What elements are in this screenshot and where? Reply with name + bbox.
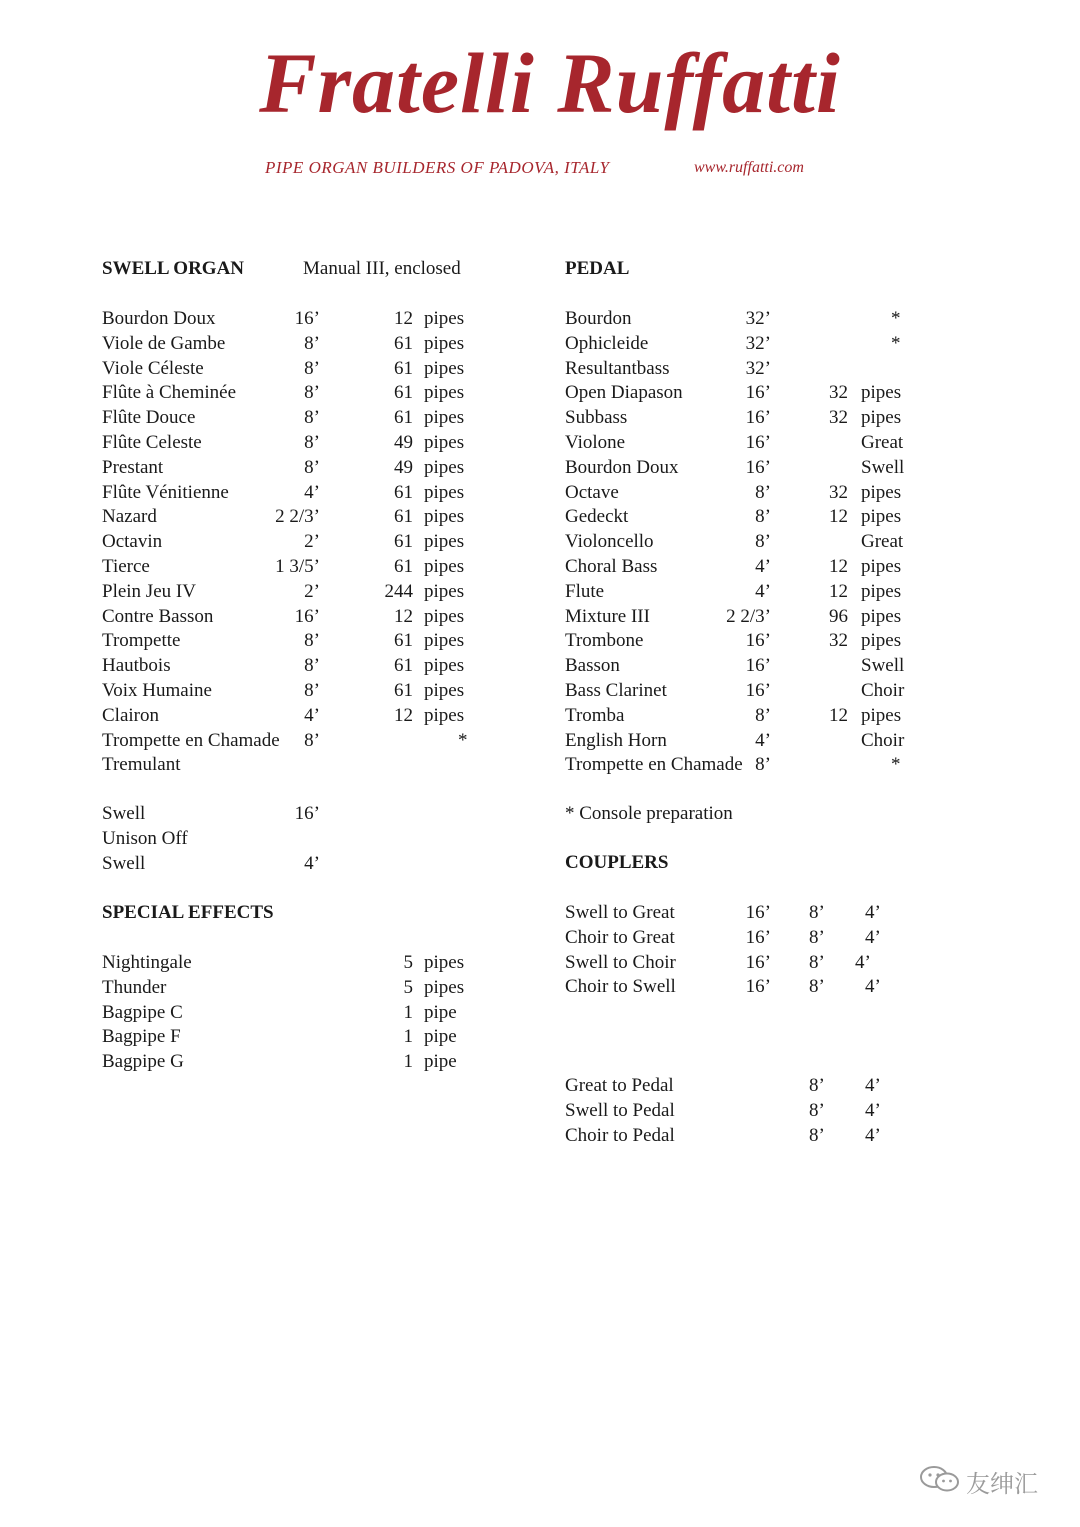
stop-pitch: 16’	[745, 382, 771, 404]
coupler-4: 4’	[865, 902, 881, 923]
stop-name: Trompette	[102, 630, 181, 652]
effect-name: Bagpipe F	[102, 1026, 181, 1048]
stop-name: English Horn	[565, 729, 667, 751]
coupler-name: Swell to Pedal	[565, 1099, 675, 1121]
stop-unit: Great	[861, 531, 904, 553]
effect-unit: pipe	[424, 1051, 457, 1073]
stop-pipe-count: 12	[829, 556, 848, 577]
effect-unit: pipe	[424, 1001, 457, 1023]
stop-pipe-count: 32	[829, 407, 848, 429]
stop-unit: pipes	[861, 580, 902, 602]
stop-pitch: 2 2/3’	[275, 506, 320, 528]
stop-unit: *	[891, 308, 901, 329]
stop-pitch: 2 2/3’	[726, 605, 771, 627]
stop-pitch: 32’	[745, 357, 771, 379]
stop-unit: pipes	[424, 308, 465, 329]
stop-name: Tierce	[102, 556, 150, 577]
stop-name: Flute	[565, 580, 605, 602]
stop-pipe-count: 12	[829, 506, 848, 528]
stop-unit: pipes	[424, 357, 465, 379]
stop-name: Resultantbass	[565, 357, 670, 379]
stop-unit: pipes	[424, 332, 465, 354]
stop-name: Flûte Douce	[102, 407, 196, 429]
stop-pitch: 16’	[294, 308, 320, 329]
effect-name: Thunder	[102, 976, 167, 998]
stop-unit: pipes	[861, 407, 902, 429]
stop-unit: pipes	[861, 630, 902, 652]
stop-pipe-count: 61	[394, 630, 413, 652]
stop-pitch: 4’	[304, 481, 320, 503]
stop-unit: pipes	[861, 506, 902, 528]
stop-pitch: 16’	[294, 605, 320, 627]
stop-name: Mixture III	[565, 605, 650, 627]
stop-name: Octavin	[102, 531, 163, 553]
coupler-4: 4’	[865, 1124, 881, 1146]
stop-name: Octave	[565, 481, 619, 503]
coupler-16: 16’	[745, 902, 771, 923]
watermark-text: 友绅汇	[966, 1470, 1038, 1498]
stop-name: Clairon	[102, 704, 159, 726]
stop-unit: *	[458, 729, 468, 751]
stop-name: Voix Humaine	[102, 680, 212, 701]
stop-pitch: 2’	[304, 580, 320, 602]
stop-name: Flûte Celeste	[102, 432, 202, 453]
stop-name: Flûte Vénitienne	[102, 481, 229, 503]
coupler-4: 4’	[865, 926, 881, 948]
stop-name: Viole Céleste	[102, 357, 204, 379]
stop-pitch: 8’	[304, 680, 320, 701]
stop-pipe-count: 12	[829, 704, 848, 726]
stop-pipe-count: 96	[829, 605, 848, 627]
stop-name: Bourdon	[565, 308, 632, 329]
brand-logo: Fratelli Ruffatti	[259, 35, 841, 131]
stop-unit: pipes	[861, 605, 902, 627]
swell-subtitle: Manual III, enclosed	[303, 258, 461, 279]
stop-name: Bass Clarinet	[565, 680, 667, 701]
stop-unit: *	[891, 754, 901, 776]
stop-name: Basson	[565, 655, 620, 677]
stop-pitch: 4’	[304, 704, 320, 726]
coupler-name: Swell	[102, 803, 146, 824]
stop-pitch: 8’	[755, 481, 771, 503]
stop-pitch: 8’	[304, 432, 320, 453]
coupler-4: 4’	[865, 976, 881, 998]
stop-unit: Swell	[861, 655, 905, 677]
effect-unit: pipes	[424, 952, 465, 973]
watermark	[918, 1460, 1058, 1500]
coupler-8: 8’	[809, 951, 825, 973]
coupler-name: Swell to Choir	[565, 951, 676, 973]
stop-unit: Great	[861, 432, 904, 453]
stop-unit: pipes	[424, 432, 465, 453]
stop-pipe-count: 61	[394, 506, 413, 528]
stop-name: Ophicleide	[565, 332, 649, 354]
stop-pitch: 8’	[304, 456, 320, 478]
coupler-4: 4’	[865, 1099, 881, 1121]
stop-unit: Choir	[861, 680, 905, 701]
stop-pitch: 4’	[755, 556, 771, 577]
stop-pipe-count: 32	[829, 481, 848, 503]
coupler-pitch: 16’	[294, 803, 320, 824]
stop-unit: pipes	[424, 382, 465, 404]
stop-pitch: 2’	[304, 531, 320, 553]
stop-name: Plein Jeu IV	[102, 580, 196, 602]
stop-unit: pipes	[424, 605, 465, 627]
stop-unit: pipes	[424, 556, 465, 577]
stop-pitch: 8’	[304, 357, 320, 379]
stop-pitch: 8’	[304, 382, 320, 404]
effect-name: Bagpipe C	[102, 1001, 183, 1023]
coupler-name: Swell	[102, 852, 146, 874]
brand-website: www.ruffatti.com	[694, 159, 804, 176]
stop-name: Gedeckt	[565, 506, 629, 528]
swell-title: SWELL ORGAN	[102, 258, 245, 279]
effect-unit: pipes	[424, 976, 465, 998]
stop-unit: pipes	[424, 630, 465, 652]
stop-unit: pipes	[424, 531, 465, 553]
stop-unit: pipes	[861, 556, 902, 577]
stop-pitch: 8’	[304, 407, 320, 429]
stop-pipe-count: 61	[394, 481, 413, 503]
stop-name: Trombone	[565, 630, 644, 652]
stop-pitch: 8’	[304, 630, 320, 652]
stop-name: Violoncello	[565, 531, 654, 553]
stop-pipe-count: 61	[394, 357, 413, 379]
stop-name: Trompette en Chamade	[102, 729, 280, 751]
stop-pitch: 32’	[745, 308, 771, 329]
stop-name: Violone	[565, 432, 626, 453]
stop-pitch: 8’	[304, 729, 320, 751]
coupler-name: Unison Off	[102, 827, 188, 849]
stop-name: Tremulant	[102, 754, 181, 776]
stop-pipe-count: 61	[394, 332, 413, 354]
stop-pipe-count: 32	[829, 382, 848, 404]
stop-pitch: 32’	[745, 332, 771, 354]
coupler-name: Choir to Swell	[565, 976, 676, 998]
stop-pitch: 16’	[745, 407, 771, 429]
stop-name: Hautbois	[102, 655, 171, 677]
effect-pipe-count: 5	[403, 952, 413, 973]
coupler-name: Great to Pedal	[565, 1075, 674, 1096]
stop-pitch: 8’	[755, 531, 771, 553]
coupler-16: 16’	[745, 926, 771, 948]
stop-name: Flûte à Cheminée	[102, 382, 237, 404]
coupler-8: 8’	[809, 976, 825, 998]
effect-pipe-count: 1	[403, 1001, 413, 1023]
coupler-pitch: 4’	[304, 852, 320, 874]
stop-pipe-count: 12	[394, 704, 413, 726]
stop-pipe-count: 12	[394, 605, 413, 627]
effect-unit: pipe	[424, 1026, 457, 1048]
effect-pipe-count: 1	[403, 1026, 413, 1048]
coupler-8: 8’	[809, 1124, 825, 1146]
coupler-name: Swell to Great	[565, 902, 675, 923]
stop-unit: pipes	[861, 481, 902, 503]
stop-name: Bourdon Doux	[102, 308, 216, 329]
stop-unit: pipes	[424, 481, 465, 503]
wechat-icon	[918, 1464, 962, 1494]
effect-name: Nightingale	[102, 952, 192, 973]
stop-pitch: 16’	[745, 456, 771, 478]
stop-pitch: 8’	[755, 506, 771, 528]
stop-unit: pipes	[424, 704, 465, 726]
stop-pitch: 16’	[745, 630, 771, 652]
pedal-title: PEDAL	[565, 258, 630, 279]
stop-pipe-count: 12	[394, 308, 413, 329]
console-note: * Console preparation	[565, 803, 733, 824]
stop-pitch: 8’	[304, 332, 320, 354]
stop-unit: Swell	[861, 456, 905, 478]
coupler-4: 4’	[865, 1075, 881, 1096]
couplers-title: COUPLERS	[565, 852, 669, 873]
stop-pitch: 16’	[745, 432, 771, 453]
coupler-name: Choir to Great	[565, 926, 675, 948]
stop-pitch: 8’	[304, 655, 320, 677]
stop-unit: pipes	[424, 580, 465, 602]
coupler-16: 16’	[745, 976, 771, 998]
stop-unit: pipes	[424, 456, 465, 478]
stop-name: Tromba	[565, 704, 625, 726]
effect-pipe-count: 5	[403, 976, 413, 998]
effects-title: SPECIAL EFFECTS	[102, 902, 274, 923]
stop-name: Subbass	[565, 407, 628, 429]
stop-pitch: 16’	[745, 680, 771, 701]
stop-pipe-count: 244	[384, 580, 413, 602]
coupler-name: Choir to Pedal	[565, 1124, 675, 1146]
stop-unit: pipes	[424, 680, 465, 701]
stop-name: Contre Basson	[102, 605, 214, 627]
stop-pipe-count: 61	[394, 531, 413, 553]
stop-unit: pipes	[424, 407, 465, 429]
stop-name: Open Diapason	[565, 382, 683, 404]
stop-pipe-count: 61	[394, 407, 413, 429]
stop-pipe-count: 32	[829, 630, 848, 652]
coupler-8: 8’	[809, 1099, 825, 1121]
stop-pipe-count: 61	[394, 680, 413, 701]
stop-unit: pipes	[861, 382, 902, 404]
stop-pitch: 4’	[755, 729, 771, 751]
stop-name: Bourdon Doux	[565, 456, 679, 478]
stop-name: Choral Bass	[565, 556, 658, 577]
brand-tagline: PIPE ORGAN BUILDERS OF PADOVA, ITALY	[265, 158, 610, 177]
stop-pipe-count: 61	[394, 556, 413, 577]
coupler-4: 4’	[855, 951, 871, 973]
stop-pipe-count: 49	[394, 432, 413, 453]
stop-name: Nazard	[102, 506, 157, 528]
stop-name: Prestant	[102, 456, 164, 478]
effect-name: Bagpipe G	[102, 1051, 184, 1073]
coupler-8: 8’	[809, 926, 825, 948]
stop-name: Trompette en Chamade	[565, 754, 743, 776]
stop-pitch: 1 3/5’	[275, 556, 320, 577]
stop-unit: pipes	[861, 704, 902, 726]
coupler-16: 16’	[745, 951, 771, 973]
effect-pipe-count: 1	[403, 1051, 413, 1073]
stop-unit: pipes	[424, 655, 465, 677]
stop-pitch: 16’	[745, 655, 771, 677]
stop-pipe-count: 61	[394, 655, 413, 677]
stop-unit: *	[891, 332, 901, 354]
stop-pitch: 4’	[755, 580, 771, 602]
stop-name: Viole de Gambe	[102, 332, 226, 354]
stop-pitch: 8’	[755, 704, 771, 726]
coupler-8: 8’	[809, 902, 825, 923]
letterhead	[0, 0, 1080, 200]
stop-unit: Choir	[861, 729, 905, 751]
stop-pipe-count: 61	[394, 382, 413, 404]
stop-pitch: 8’	[755, 754, 771, 776]
stop-unit: pipes	[424, 506, 465, 528]
coupler-8: 8’	[809, 1075, 825, 1096]
stop-pipe-count: 49	[394, 456, 413, 478]
stop-pipe-count: 12	[829, 580, 848, 602]
